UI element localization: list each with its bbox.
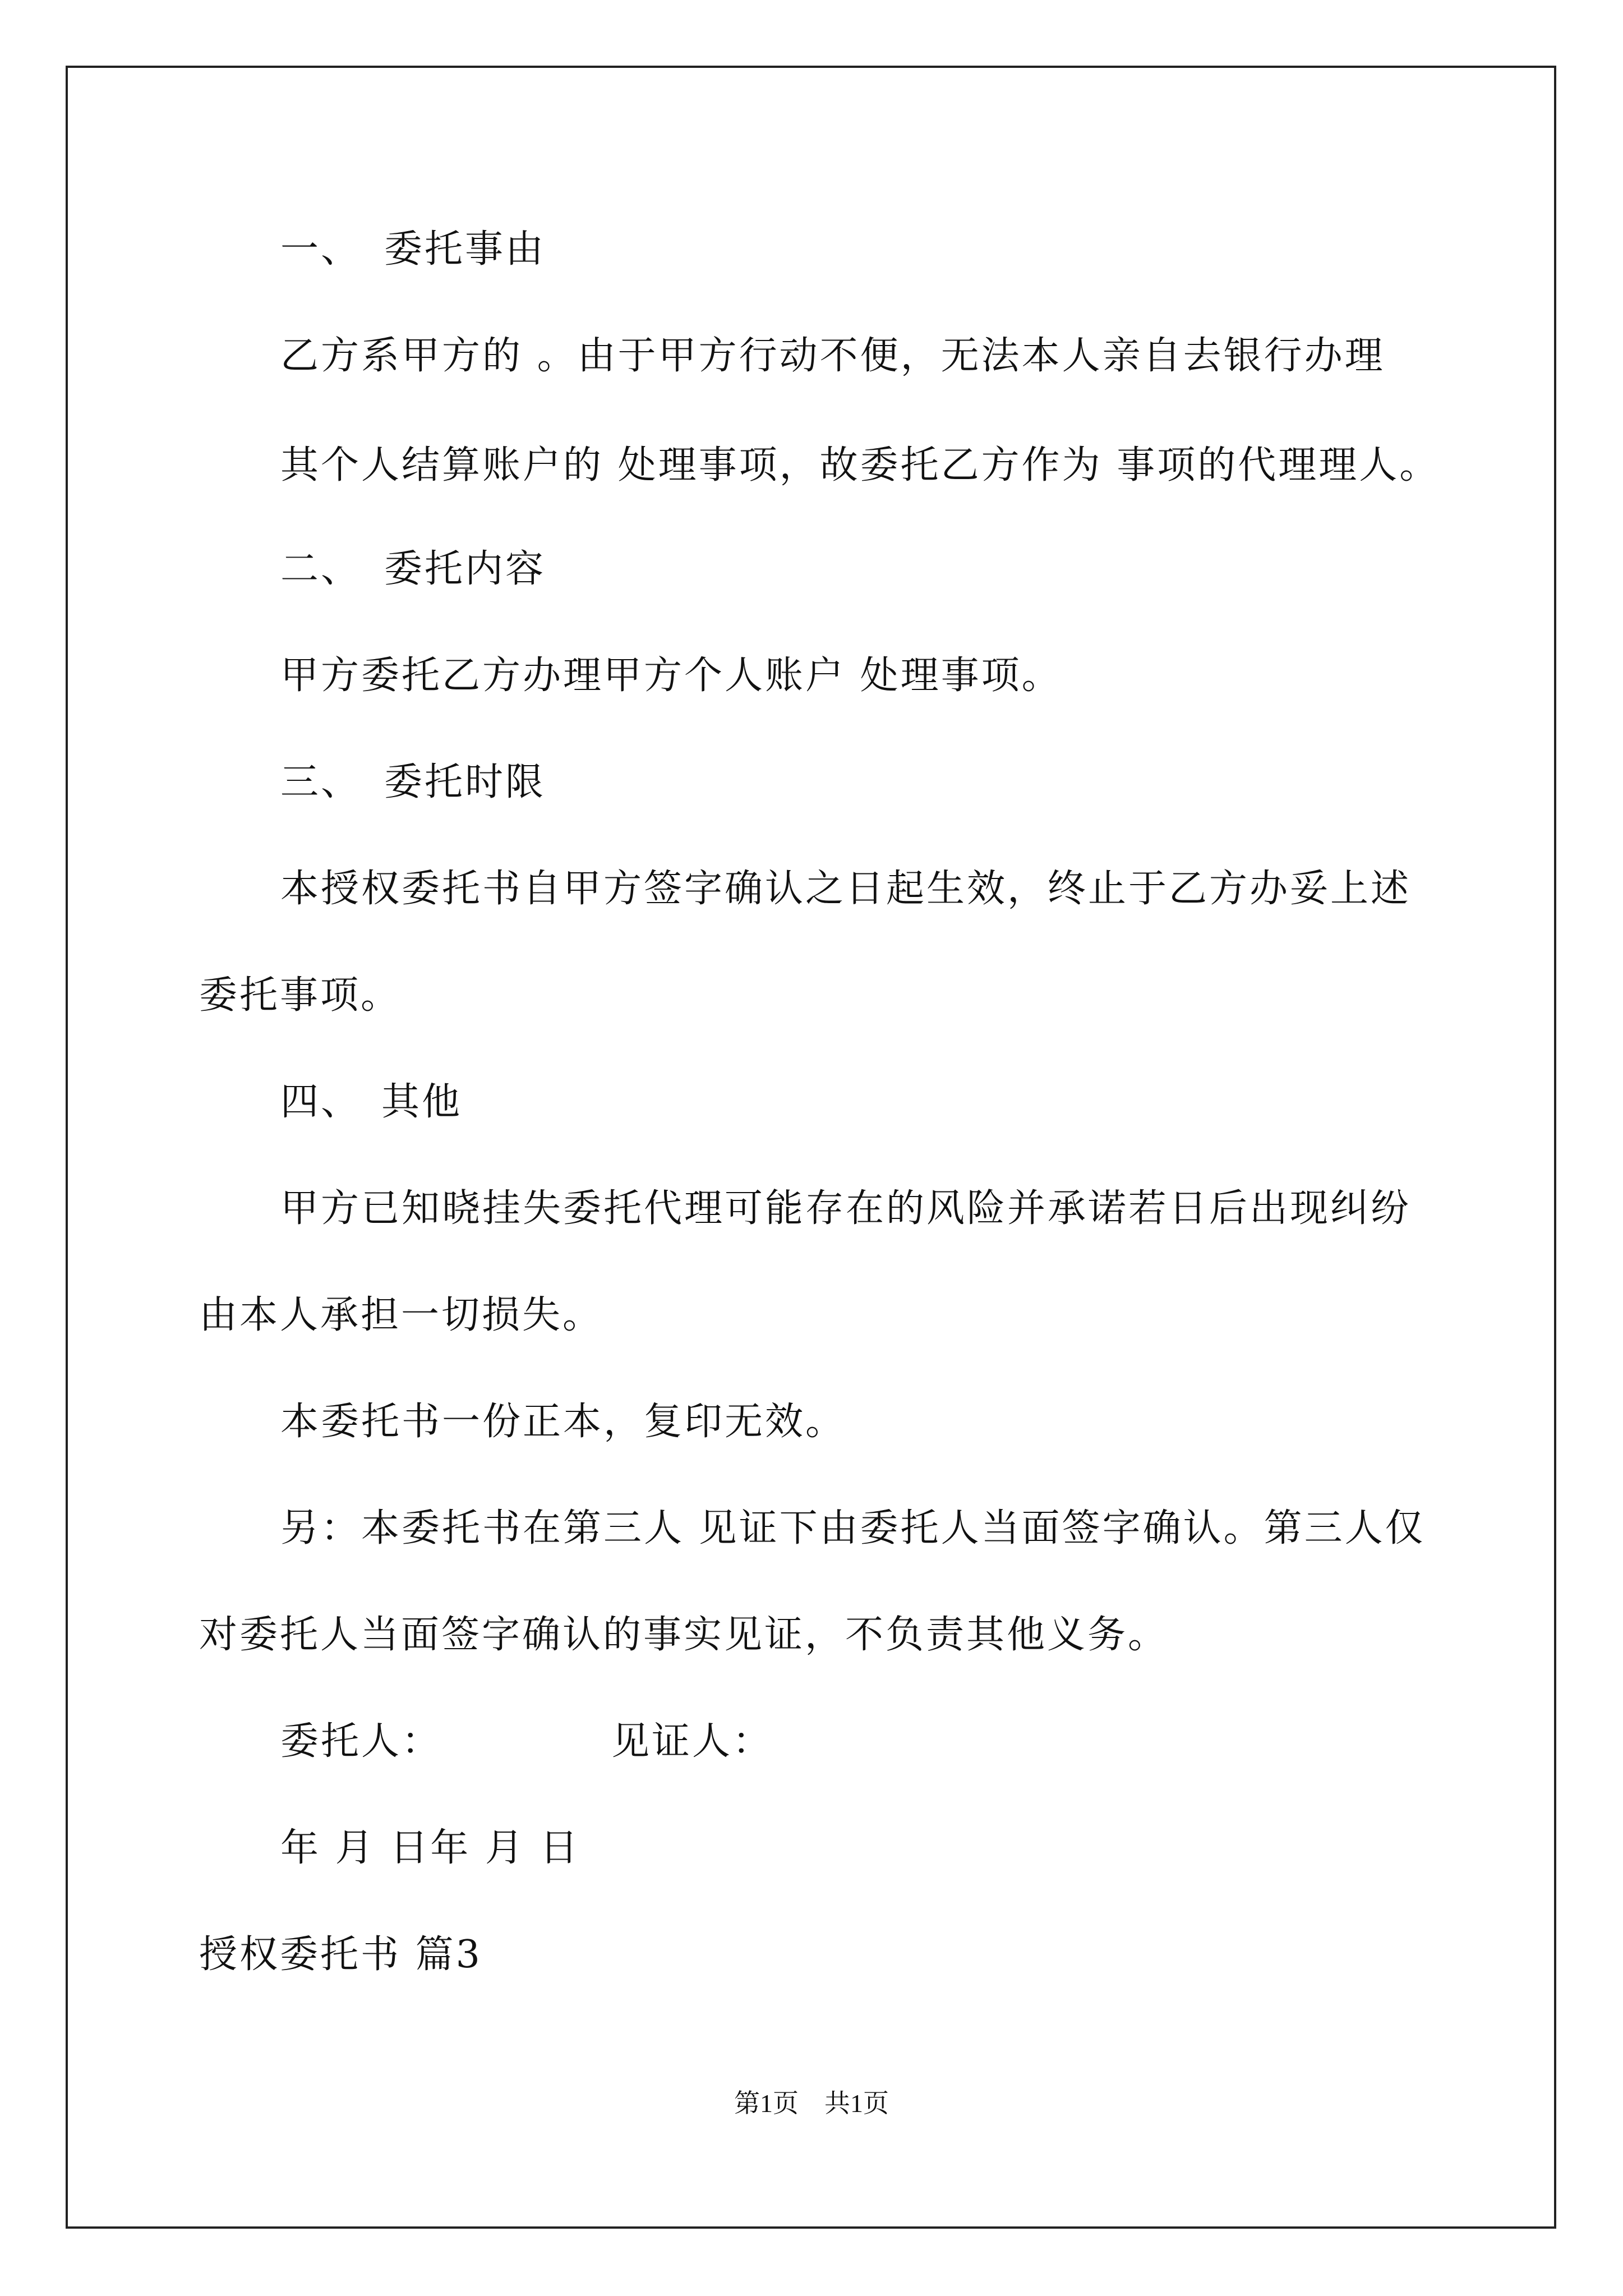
paragraph-line: 本授权委托书自甲方签字确认之日起生效，终止于乙方办妥上述: [280, 867, 1412, 911]
section-number: 二、: [280, 547, 362, 591]
next-section-heading: 授权委托书 篇3: [199, 1932, 482, 1977]
paragraph-line: 由本人承担一切损失。: [199, 1293, 603, 1337]
witness-label: 见证人：: [611, 1719, 773, 1764]
section-heading-3: [280, 760, 546, 805]
paragraph-line: 甲方委托乙方办理甲方个人账户 处理事项。: [280, 654, 1062, 698]
paragraph-line: 对委托人当面签字确认的事实见证，不负责其他义务。: [199, 1613, 1169, 1657]
date-line: 年 月 日年 月 日: [280, 1826, 580, 1870]
paragraph-line: 委托事项。: [199, 973, 402, 1018]
section-number: 一、: [280, 227, 362, 272]
section-title: 委托时限: [384, 760, 546, 804]
section-title: 其他: [381, 1080, 463, 1124]
paragraph-line: 另：本委托书在第三人 见证下由委托人当面签字确认。第三人仅: [280, 1506, 1426, 1550]
paragraph-line: 甲方已知晓挂失委托代理可能存在的风险并承诺若日后出现纠纷: [280, 1186, 1412, 1231]
paragraph-line: 乙方系甲方的 。由于甲方行动不便，无法本人亲自去银行办理: [280, 334, 1385, 378]
section-number: 四、: [280, 1080, 362, 1124]
section-number: 三、: [280, 760, 362, 804]
principal-label: 委托人：: [280, 1719, 442, 1764]
page-number-footer: 第1页 共1页: [734, 2089, 889, 2118]
signature-line: [280, 1719, 773, 1764]
section-title: 委托事由: [384, 227, 546, 272]
page-border: [66, 66, 1556, 2229]
paragraph-line: 其个人结算账户的 处理事项，故委托乙方作为 事项的代理理人。: [280, 443, 1440, 487]
section-heading-2: [280, 547, 546, 592]
section-heading-1: [280, 227, 546, 272]
section-title: 委托内容: [384, 547, 546, 591]
section-heading-4: [280, 1080, 462, 1125]
copy-note: 本委托书一份正本，复印无效。: [280, 1400, 846, 1444]
